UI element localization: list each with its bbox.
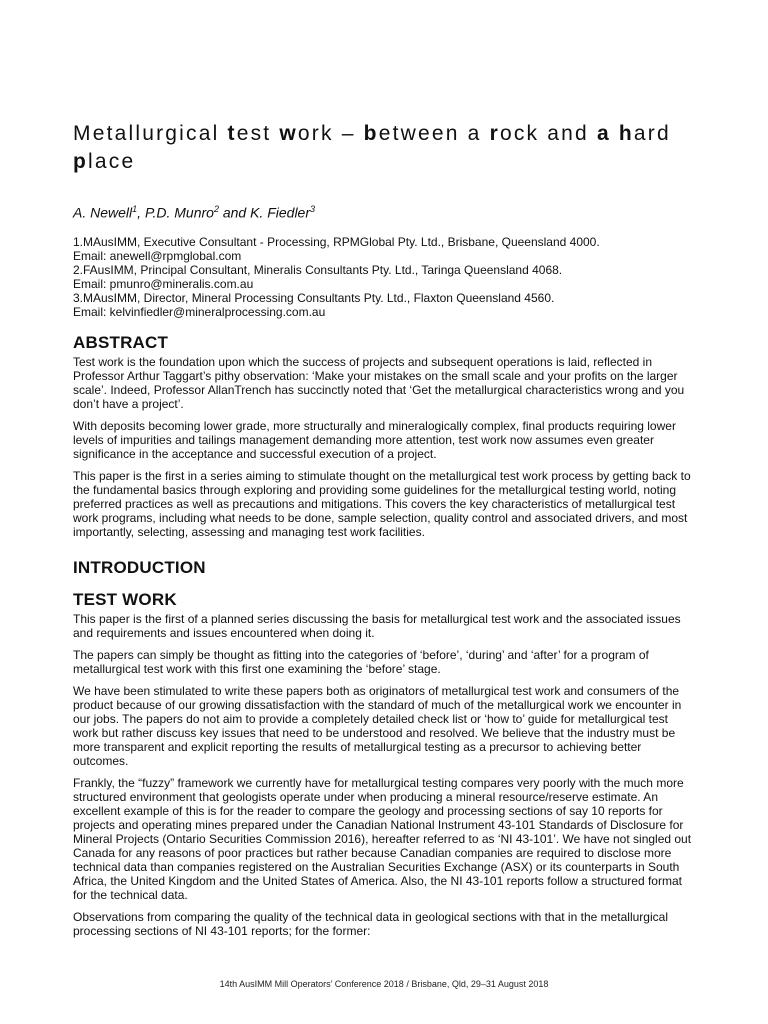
body-paragraph: Observations from comparing the quality of the technical data in geological sections with that in the metallurgical processing sections of NI 43-101 reports; for the former:: [73, 909, 668, 938]
body-paragraph: This paper is the first of a planned series discussing the basis for metallurgical test work and the associated issues and requirements and issues encountered when doing it.: [73, 611, 681, 640]
author-name: K. Fiedler: [250, 204, 311, 221]
affiliation-line: 3.MAusIMM, Director, Mineral Processing Consultants Pty. Ltd., Flaxton Queensland 4560.: [73, 290, 555, 305]
title-run: [611, 122, 619, 145]
title-run: p: [73, 150, 89, 173]
abstract-paragraph: With deposits becoming lower grade, more structurally and mineralogically complex, final products requiring lower levels of impurities and tailings management demanding more attention, test work now assumes even greater significance in the acceptance and successful execution of a project.: [73, 418, 676, 461]
affiliation-marker: 3: [310, 204, 316, 214]
title-run: Metallurgical: [73, 122, 228, 145]
title-run: etween a: [378, 122, 490, 145]
email-line: Email: anewell@rpmglobal.com: [73, 248, 242, 263]
author-separator: ,: [137, 204, 145, 221]
abstract-paragraph: Test work is the foundation upon which the success of projects and subsequent operations is laid, reflected in Professor Arthur Taggart’s pithy observation: ‘Make your mistakes on the small scale and your profits on the larger scale’. Indeed, Professor AllanTrench has succinctly noted that ‘Get the metallurgical characteristics wrong and you don’t have a project’.: [73, 354, 685, 411]
author-line: [73, 200, 693, 222]
page-footer: 14th AusIMM Mill Operators’ Conference 2018 / Brisbane, Qld, 29–31 August 2018: [219, 979, 549, 989]
author-name: A. Newell: [73, 204, 133, 221]
email-line: Email: kelvinfiedler@mineralprocessing.com.au: [73, 304, 326, 319]
title-run: a: [596, 122, 611, 145]
email-line: Email: pmunro@mineralis.com.au: [73, 276, 254, 291]
title-run: h: [618, 122, 634, 145]
abstract-paragraph: This paper is the first in a series aiming to stimulate thought on the metallurgical test work process by getting back to the fundamental basics through exploring and providing some guidelines for the metallurgical testing world, noting preferred practices as well as precautions and mitigations. This covers the key characteristics of metallurgical test work programs, including what needs to be done, sample selection, quality control and associated drivers, and most importantly, selecting, assessing and managing test work facilities.: [73, 468, 691, 539]
affiliation-marker: 1: [132, 204, 138, 214]
affiliation-line: 2.FAusIMM, Principal Consultant, Mineralis Consultants Pty. Ltd., Taringa Queensland 4068.: [73, 262, 563, 277]
page-content: [73, 120, 693, 946]
title-run: b: [363, 122, 379, 145]
affiliation-line: 1.MAusIMM, Executive Consultant - Processing, RPMGlobal Pty. Ltd., Brisbane, Queensland 4000.: [73, 234, 600, 249]
title-run: est: [236, 122, 280, 145]
body-paragraph: We have been stimulated to write these papers both as originators of metallurgical test work and consumers of the product because of our growing dissatisfaction with the standard of much of the metallurgical work we encounter in our jobs. The papers do not aim to provide a completely detailed check list or ‘how to’ guide for metallurgical test work but rather discuss key issues that need to be understood and resolved. We believe that the industry must be more transparent and explicit reporting the results of metallurgical testing as a precursor to achieving better outcomes.: [73, 683, 682, 768]
author-separator: and: [218, 204, 251, 221]
title-run: t: [227, 122, 237, 145]
title-run: lace: [88, 150, 136, 173]
author-name: P.D. Munro: [144, 204, 214, 221]
body-paragraph: Frankly, the “fuzzy” framework we currently have for metallurgical testing compares very poorly with the much more structured environment that geologists operate under when producing a mineral resource/reserve estimate. An excellent example of this is for the reader to compare the geology and processing sections of say 10 reports for projects and operating mines prepared under the Canadian National Instrument 43-101 Standards of Disclosure for Mineral Projects (Ontario Securities Commission 2016), hereafter referred to as ‘NI 43-101’. We have not singled out Canada for any reasons of poor practices but rather because Canadian companies are required to disclose more technical data than companies registered on the Australian Securities Exchange (ASX) or its counterparts in South Africa, the United Kingdom and the United States of America. Also, the NI 43-101 reports follow a structured format for the technical data.: [73, 775, 692, 902]
affiliation-marker: 2: [213, 204, 219, 214]
title-run: r: [489, 122, 500, 145]
title-run: ard: [633, 122, 671, 145]
test-work-heading: TEST WORK: [73, 589, 177, 609]
body-paragraph: The papers can simply be thought as fitting into the categories of ‘before’, ‘during’ and ‘after’ for a program of metallurgical test work with this first one examining the ‘before’ stage.: [73, 647, 649, 676]
paper-title: [73, 120, 693, 176]
affiliations: [73, 235, 693, 319]
introduction-heading: INTRODUCTION: [73, 557, 206, 577]
title-run: ock and: [499, 122, 597, 145]
title-run: w: [279, 122, 298, 145]
title-run: ork –: [297, 122, 364, 145]
abstract-heading: ABSTRACT: [73, 332, 169, 352]
